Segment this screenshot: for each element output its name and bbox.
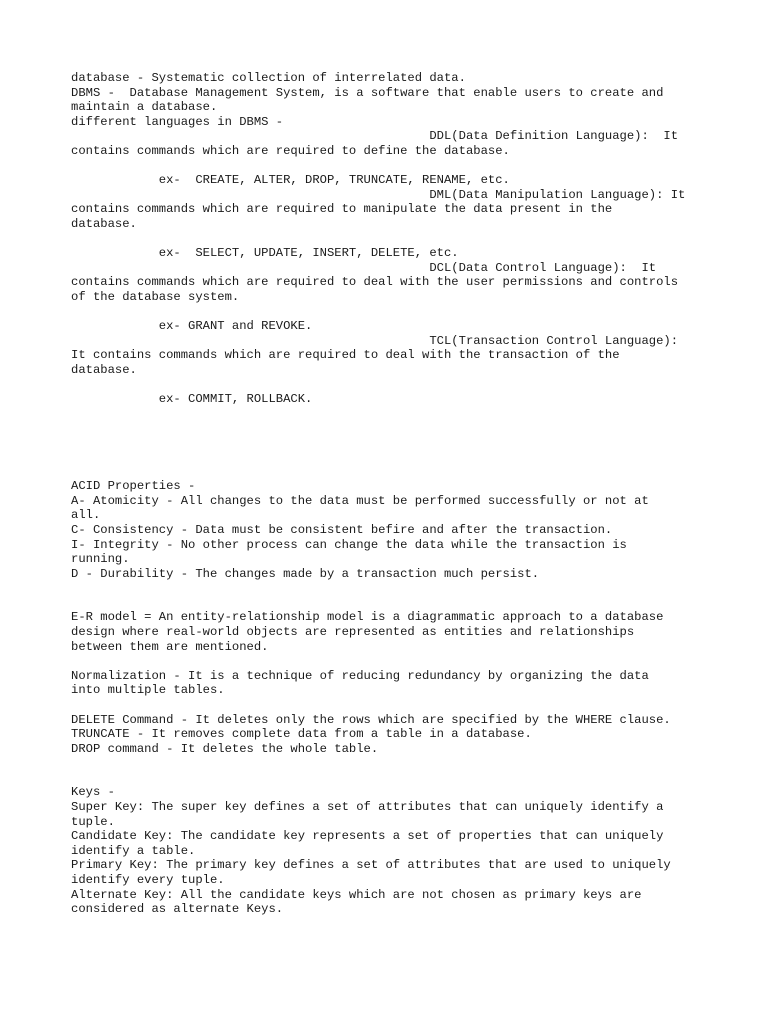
text-line: Primary Key: The primary key defines a set of attributes that are used to uniquely bbox=[71, 858, 671, 873]
dbms-languages-section bbox=[71, 71, 711, 407]
acid-section bbox=[71, 479, 711, 581]
text-line: maintain a database. bbox=[71, 100, 218, 115]
section-gap bbox=[71, 581, 711, 610]
text-line: Normalization - It is a technique of reducing redundancy by organizing the data bbox=[71, 668, 649, 683]
text-line: DELETE Command - It deletes only the rows which are specified by the WHERE clause. bbox=[71, 712, 671, 727]
section-heading: ACID Properties - bbox=[71, 479, 196, 494]
text-line: ex- COMMIT, ROLLBACK. bbox=[71, 392, 313, 407]
text-line: contains commands which are required to define the database. bbox=[71, 143, 510, 158]
text-line: ex- SELECT, UPDATE, INSERT, DELETE, etc. bbox=[71, 246, 459, 261]
text-line: Super Key: The super key defines a set of attributes that can uniquely identify a bbox=[71, 799, 664, 814]
text-line: DROP command - It deletes the whole table. bbox=[71, 741, 379, 756]
text-line: DCL(Data Control Language): It bbox=[71, 260, 657, 275]
text-line: ex- CREATE, ALTER, DROP, TRUNCATE, RENAME, etc. bbox=[71, 173, 510, 188]
text-line: design where real-world objects are represented as entities and relationships bbox=[71, 625, 635, 639]
text-line: E-R model = An entity-relationship model is a diagrammatic approach to a database bbox=[71, 610, 664, 625]
text-line: ex- GRANT and REVOKE. bbox=[71, 319, 313, 334]
text-line: tuple. bbox=[71, 814, 115, 829]
blank-line bbox=[71, 698, 711, 713]
section-gap bbox=[71, 407, 711, 465]
text-line: all. bbox=[71, 508, 101, 523]
blank-line bbox=[71, 377, 711, 392]
text-line: TCL(Transaction Control Language): bbox=[71, 333, 679, 348]
text-line: C- Consistency - Data must be consistent befire and after the transaction. bbox=[71, 523, 613, 538]
text-line: between them are mentioned. bbox=[71, 639, 269, 654]
text-line: database. bbox=[71, 216, 137, 231]
blank-line bbox=[71, 465, 711, 480]
text-line: Alternate Key: All the candidate keys which are not chosen as primary keys are bbox=[71, 887, 642, 902]
section-gap bbox=[71, 756, 711, 785]
text-line: It contains commands which are required to deal with the transaction of the bbox=[71, 348, 620, 363]
text-line: identify every tuple. bbox=[71, 872, 225, 887]
text-line: D - Durability - The changes made by a transaction much persist. bbox=[71, 566, 540, 581]
text-line: Candidate Key: The candidate key represents a set of properties that can uniquely bbox=[71, 829, 664, 844]
text-line: different languages in DBMS - bbox=[71, 114, 284, 129]
er-model-section bbox=[71, 610, 711, 756]
blank-line bbox=[71, 232, 711, 247]
section-heading: Keys - bbox=[71, 785, 115, 800]
text-line: DML(Data Manipulation Language): It bbox=[71, 187, 686, 202]
text-line: identify a table. bbox=[71, 843, 196, 858]
text-line: considered as alternate Keys. bbox=[71, 902, 284, 917]
text-line: into multiple tables. bbox=[71, 683, 225, 698]
text-line: running. bbox=[71, 552, 130, 567]
text-line: of the database system. bbox=[71, 289, 240, 304]
text-line: database - Systematic collection of interrelated data. bbox=[71, 71, 466, 85]
text-line: A- Atomicity - All changes to the data must be performed successfully or not at bbox=[71, 493, 649, 508]
text-line: I- Integrity - No other process can change the data while the transaction is bbox=[71, 537, 627, 552]
text-line: DBMS - Database Management System, is a software that enable users to create and bbox=[71, 85, 664, 100]
text-line: contains commands which are required to deal with the user permissions and controls bbox=[71, 275, 679, 290]
text-line: database. bbox=[71, 362, 137, 377]
blank-line bbox=[71, 305, 711, 320]
blank-line bbox=[71, 159, 711, 174]
text-line: TRUNCATE - It removes complete data from a table in a database. bbox=[71, 727, 532, 742]
document-page bbox=[71, 71, 711, 917]
text-line: DDL(Data Definition Language): It bbox=[71, 129, 679, 144]
text-line: contains commands which are required to manipulate the data present in the bbox=[71, 202, 613, 217]
blank-line bbox=[71, 654, 711, 669]
keys-section bbox=[71, 785, 711, 916]
